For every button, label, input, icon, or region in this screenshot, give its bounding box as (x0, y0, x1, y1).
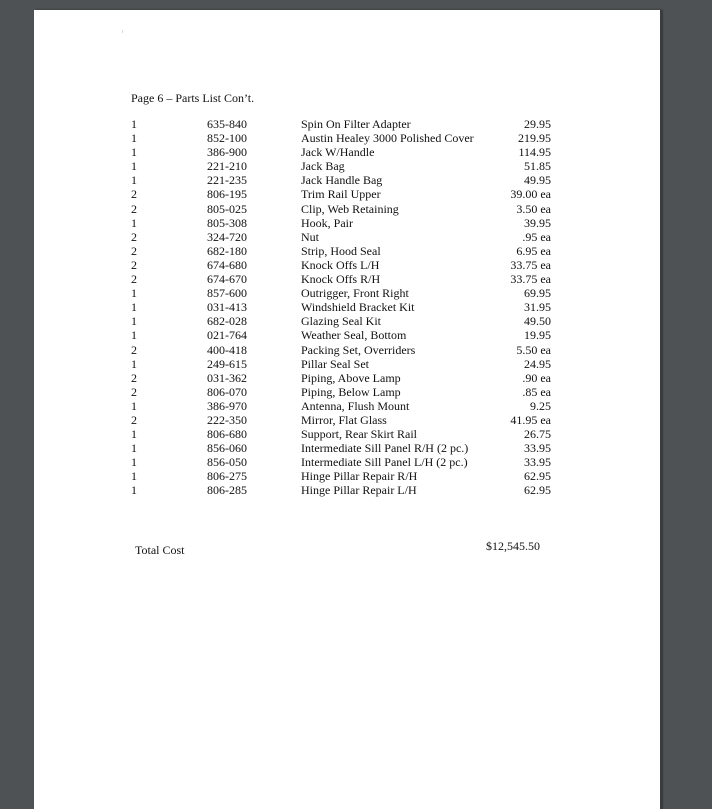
description-cell: Austin Healey 3000 Polished Cover (301, 131, 474, 146)
description-cell: Hinge Pillar Repair R/H (301, 469, 418, 484)
qty-cell: 1 (131, 300, 137, 315)
price-cell: 6.95 ea (516, 243, 551, 258)
price-cell: 41.95 ea (510, 412, 551, 427)
qty-cell: 1 (131, 427, 137, 442)
description-cell: Clip, Web Retaining (301, 201, 399, 216)
description-cell: Knock Offs R/H (301, 272, 381, 287)
parts-row (34, 187, 660, 201)
price-cell: 69.95 (524, 286, 551, 301)
parts-row (34, 343, 660, 357)
parts-row (34, 173, 660, 187)
part-number-cell: 805-308 (207, 215, 247, 230)
qty-cell: 2 (131, 187, 137, 202)
parts-row (34, 455, 660, 469)
price-cell: 62.95 (524, 483, 551, 498)
price-cell: .85 ea (522, 384, 551, 399)
qty-cell: 1 (131, 215, 137, 230)
description-cell: Piping, Above Lamp (301, 370, 401, 385)
price-cell: 26.75 (524, 427, 551, 442)
description-cell: Intermediate Sill Panel L/H (2 pc.) (301, 455, 468, 470)
description-cell: Hook, Pair (301, 215, 353, 230)
description-cell: Windshield Bracket Kit (301, 300, 415, 315)
part-number-cell: 674-680 (207, 257, 247, 272)
part-number-cell: 031-362 (207, 370, 247, 385)
parts-row (34, 216, 660, 230)
part-number-cell: 221-210 (207, 159, 247, 174)
description-cell: Knock Offs L/H (301, 257, 380, 272)
part-number-cell: 857-600 (207, 286, 247, 301)
qty-cell: 2 (131, 243, 137, 258)
price-cell: 33.95 (524, 455, 551, 470)
part-number-cell: 852-100 (207, 131, 247, 146)
description-cell: Packing Set, Overriders (301, 342, 416, 357)
qty-cell: 2 (131, 272, 137, 287)
description-cell: Mirror, Flat Glass (301, 412, 387, 427)
qty-cell: 2 (131, 257, 137, 272)
part-number-cell: 806-285 (207, 483, 247, 498)
price-cell: .95 ea (522, 229, 551, 244)
qty-cell: 1 (131, 159, 137, 174)
qty-cell: 1 (131, 173, 137, 188)
part-number-cell: 386-970 (207, 398, 247, 413)
description-cell: Weather Seal, Bottom (301, 328, 407, 343)
parts-row (34, 413, 660, 427)
part-number-cell: 021-764 (207, 328, 247, 343)
description-cell: Jack W/Handle (301, 145, 375, 160)
parts-row (34, 371, 660, 385)
description-cell: Jack Handle Bag (301, 173, 383, 188)
price-cell: 5.50 ea (516, 342, 551, 357)
parts-row (34, 258, 660, 272)
parts-row (34, 272, 660, 286)
description-cell: Outrigger, Front Right (301, 286, 409, 301)
page-edge-shadow (660, 10, 663, 809)
price-cell: 219.95 (518, 131, 551, 146)
parts-row (34, 230, 660, 244)
qty-cell: 2 (131, 342, 137, 357)
part-number-cell: 674-670 (207, 272, 247, 287)
description-cell: Intermediate Sill Panel R/H (2 pc.) (301, 441, 469, 456)
qty-cell: 1 (131, 455, 137, 470)
description-cell: Antenna, Flush Mount (301, 398, 410, 413)
description-cell: Jack Bag (301, 159, 345, 174)
price-cell: 3.50 ea (516, 201, 551, 216)
parts-row (34, 244, 660, 258)
parts-row (34, 117, 660, 131)
parts-row (34, 385, 660, 399)
price-cell: 62.95 (524, 469, 551, 484)
qty-cell: 1 (131, 328, 137, 343)
part-number-cell: 400-418 (207, 342, 247, 357)
qty-cell: 1 (131, 314, 137, 329)
part-number-cell: 221-235 (207, 173, 247, 188)
part-number-cell: 806-195 (207, 187, 247, 202)
description-cell: Spin On Filter Adapter (301, 117, 411, 131)
description-cell: Support, Rear Skirt Rail (301, 427, 417, 442)
part-number-cell: 805-025 (207, 201, 247, 216)
price-cell: 31.95 (524, 300, 551, 315)
parts-row (34, 328, 660, 342)
price-cell: 114.95 (518, 145, 551, 160)
scan-speck (122, 30, 123, 33)
qty-cell: 2 (131, 201, 137, 216)
parts-row (34, 286, 660, 300)
qty-cell: 1 (131, 356, 137, 371)
qty-cell: 1 (131, 441, 137, 456)
total-cost-value: $12,545.50 (486, 539, 540, 553)
total-cost-label: Total Cost (135, 543, 185, 557)
part-number-cell: 856-060 (207, 441, 247, 456)
description-cell: Nut (301, 229, 319, 244)
price-cell: 51.85 (524, 159, 551, 174)
description-cell: Glazing Seal Kit (301, 314, 381, 329)
price-cell: 29.95 (524, 117, 551, 131)
parts-row (34, 145, 660, 159)
description-cell: Strip, Hood Seal (301, 243, 381, 258)
qty-cell: 1 (131, 286, 137, 301)
parts-row (34, 202, 660, 216)
price-cell: .90 ea (522, 370, 551, 385)
description-cell: Pillar Seal Set (301, 356, 369, 371)
part-number-cell: 806-070 (207, 384, 247, 399)
description-cell: Trim Rail Upper (301, 187, 381, 202)
price-cell: 33.95 (524, 441, 551, 456)
qty-cell: 2 (131, 384, 137, 399)
qty-cell: 1 (131, 131, 137, 146)
part-number-cell: 806-275 (207, 469, 247, 484)
parts-row (34, 159, 660, 173)
document-page (34, 10, 660, 809)
price-cell: 33.75 ea (510, 272, 551, 287)
part-number-cell: 635-840 (207, 117, 247, 131)
qty-cell: 2 (131, 229, 137, 244)
part-number-cell: 682-028 (207, 314, 247, 329)
qty-cell: 2 (131, 412, 137, 427)
part-number-cell: 682-180 (207, 243, 247, 258)
parts-row (34, 483, 660, 497)
part-number-cell: 249-615 (207, 356, 247, 371)
parts-row (34, 427, 660, 441)
part-number-cell: 386-900 (207, 145, 247, 160)
price-cell: 9.25 (530, 398, 551, 413)
part-number-cell: 324-720 (207, 229, 247, 244)
price-cell: 39.00 ea (510, 187, 551, 202)
description-cell: Piping, Below Lamp (301, 384, 401, 399)
price-cell: 33.75 ea (510, 257, 551, 272)
parts-row (34, 314, 660, 328)
qty-cell: 1 (131, 398, 137, 413)
page-heading: Page 6 – Parts List Con’t. (131, 91, 255, 105)
parts-row (34, 399, 660, 413)
qty-cell: 2 (131, 370, 137, 385)
price-cell: 19.95 (524, 328, 551, 343)
price-cell: 49.95 (524, 173, 551, 188)
parts-row (34, 357, 660, 371)
description-cell: Hinge Pillar Repair L/H (301, 483, 417, 498)
qty-cell: 1 (131, 117, 137, 131)
part-number-cell: 031-413 (207, 300, 247, 315)
parts-row (34, 131, 660, 145)
qty-cell: 1 (131, 145, 137, 160)
price-cell: 24.95 (524, 356, 551, 371)
price-cell: 49.50 (524, 314, 551, 329)
part-number-cell: 856-050 (207, 455, 247, 470)
part-number-cell: 806-680 (207, 427, 247, 442)
parts-list (34, 117, 660, 498)
part-number-cell: 222-350 (207, 412, 247, 427)
qty-cell: 1 (131, 483, 137, 498)
parts-row (34, 300, 660, 314)
parts-row (34, 441, 660, 455)
parts-row (34, 469, 660, 483)
price-cell: 39.95 (524, 215, 551, 230)
qty-cell: 1 (131, 469, 137, 484)
